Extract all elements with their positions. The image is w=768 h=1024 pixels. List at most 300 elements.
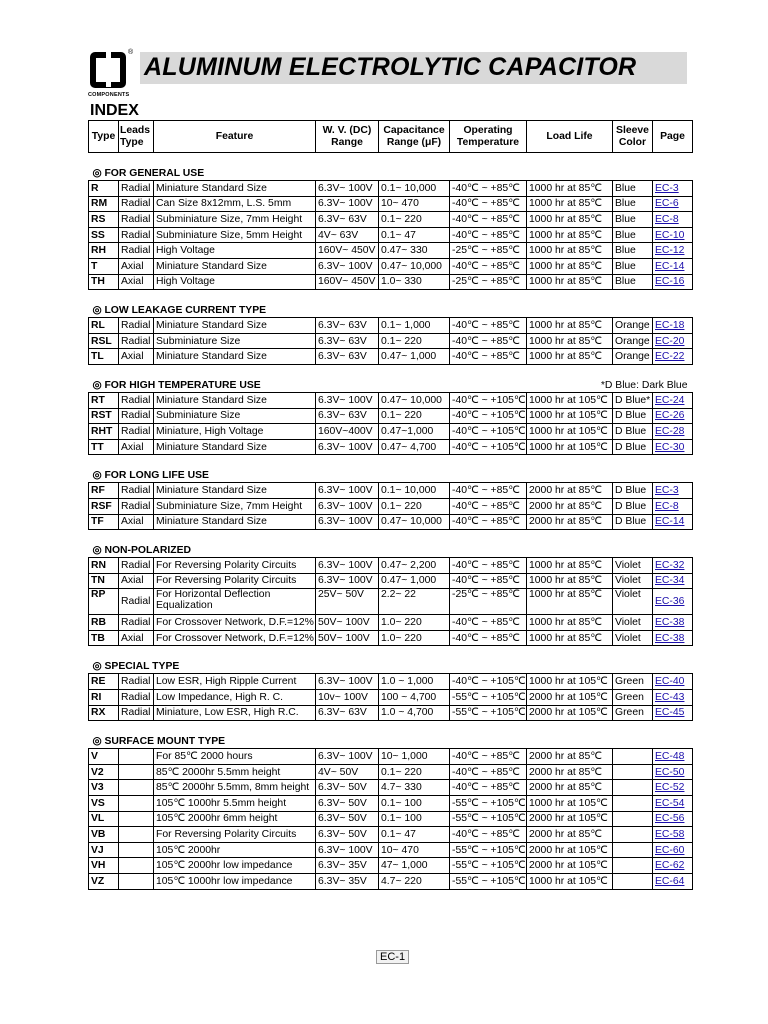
page-link[interactable]: EC-64 <box>655 875 685 887</box>
load-life-cell: 1000 hr at 85℃ <box>527 589 613 615</box>
wv-range-cell: 6.3V~ 35V <box>316 874 379 890</box>
page-link[interactable]: EC-8 <box>655 213 679 225</box>
sleeve-color-cell: D Blue <box>613 439 653 455</box>
page-link[interactable]: EC-60 <box>655 844 685 856</box>
capacitance-range-cell: 0.47~ 4,700 <box>379 439 450 455</box>
operating-temp-cell: -55℃ ~ +105℃ <box>450 705 527 721</box>
operating-temp-cell: -40℃ ~ +85℃ <box>450 318 527 334</box>
load-life-cell: 1000 hr at 85℃ <box>527 243 613 259</box>
type-code-cell: RSF <box>89 498 119 514</box>
page-link-cell <box>653 439 693 455</box>
wv-range-cell: 160V~ 450V <box>316 274 379 290</box>
table-row <box>89 243 693 259</box>
page-header <box>88 50 700 100</box>
sleeve-color-cell: D Blue <box>613 498 653 514</box>
wv-range-cell: 25V~ 50V <box>316 589 379 615</box>
operating-temp-cell: -40℃ ~ +105℃ <box>450 408 527 424</box>
sleeve-color-cell <box>613 827 653 843</box>
table-row <box>89 439 693 455</box>
sleeve-color-cell: Blue <box>613 258 653 274</box>
page-link-cell <box>653 780 693 796</box>
operating-temp-cell: -40℃ ~ +85℃ <box>450 558 527 574</box>
type-code-cell: RST <box>89 408 119 424</box>
table-row <box>89 749 693 765</box>
operating-temp-cell: -40℃ ~ +105℃ <box>450 392 527 408</box>
capacitance-range-cell: 0.1~ 220 <box>379 498 450 514</box>
index-heading: INDEX <box>90 102 139 119</box>
section-title <box>89 544 693 558</box>
wv-range-cell: 160V~ 450V <box>316 243 379 259</box>
capacitance-range-cell: 0.47~ 2,200 <box>379 558 450 574</box>
sleeve-color-cell: Green <box>613 690 653 706</box>
table-row <box>89 498 693 514</box>
wv-range-cell: 6.3V~ 100V <box>316 749 379 765</box>
table-header-row <box>89 121 693 153</box>
operating-temp-cell: -40℃ ~ +85℃ <box>450 333 527 349</box>
sleeve-color-cell: D Blue <box>613 514 653 530</box>
type-code-cell: TL <box>89 349 119 365</box>
load-life-cell: 2000 hr at 85℃ <box>527 764 613 780</box>
col-header-sleeve-color: Sleeve Color <box>613 121 653 153</box>
table-row <box>89 392 693 408</box>
operating-temp-cell: -40℃ ~ +85℃ <box>450 780 527 796</box>
page-link[interactable]: EC-38 <box>655 632 685 644</box>
section-title-text: ◎ SPECIAL TYPE <box>92 661 180 673</box>
capacitance-range-cell: 0.1~ 220 <box>379 333 450 349</box>
operating-temp-cell: -40℃ ~ +105℃ <box>450 424 527 440</box>
leads-type-cell: Radial <box>119 227 154 243</box>
table-row <box>89 333 693 349</box>
type-code-cell: VB <box>89 827 119 843</box>
load-life-cell: 1000 hr at 85℃ <box>527 274 613 290</box>
capacitance-range-cell: 2.2~ 22 <box>379 589 450 615</box>
wv-range-cell: 6.3V~ 100V <box>316 483 379 499</box>
wv-range-cell: 6.3V~ 50V <box>316 811 379 827</box>
leads-type-cell <box>119 827 154 843</box>
capacitance-range-cell: 0.47~ 330 <box>379 243 450 259</box>
feature-cell: Subminiature Size <box>154 408 316 424</box>
page-link-cell <box>653 874 693 890</box>
wv-range-cell: 6.3V~ 63V <box>316 705 379 721</box>
operating-temp-cell: -40℃ ~ +85℃ <box>450 349 527 365</box>
section-title-text: ◎ FOR LONG LIFE USE <box>92 470 209 482</box>
type-code-cell: VL <box>89 811 119 827</box>
type-code-cell: RS <box>89 212 119 228</box>
type-code-cell: VH <box>89 858 119 874</box>
capacitance-range-cell: 10~ 470 <box>379 842 450 858</box>
sleeve-color-cell: Blue <box>613 227 653 243</box>
wv-range-cell: 6.3V~ 100V <box>316 258 379 274</box>
spacer-cell <box>89 364 693 378</box>
page-link[interactable]: EC-43 <box>655 691 685 703</box>
capacitance-range-cell: 100 ~ 4,700 <box>379 690 450 706</box>
type-code-cell: V <box>89 749 119 765</box>
load-life-cell: 1000 hr at 85℃ <box>527 349 613 365</box>
capacitance-range-cell: 0.1~ 220 <box>379 408 450 424</box>
table-row <box>89 615 693 631</box>
feature-cell: For Reversing Polarity Circuits <box>154 827 316 843</box>
section-title-row <box>89 469 693 483</box>
operating-temp-cell: -40℃ ~ +85℃ <box>450 630 527 646</box>
page-link[interactable]: EC-45 <box>655 707 685 719</box>
sleeve-color-cell <box>613 796 653 812</box>
type-code-cell: TN <box>89 573 119 589</box>
page-link[interactable]: EC-40 <box>655 676 685 688</box>
wv-range-cell: 50V~ 100V <box>316 615 379 631</box>
table-row <box>89 573 693 589</box>
leads-type-cell: Radial <box>119 589 154 615</box>
section-title <box>89 660 693 674</box>
page-link-cell <box>653 258 693 274</box>
feature-cell: Miniature Standard Size <box>154 258 316 274</box>
load-life-cell: 1000 hr at 85℃ <box>527 212 613 228</box>
type-code-cell: TH <box>89 274 119 290</box>
sleeve-color-cell: Orange <box>613 318 653 334</box>
capacitance-range-cell: 0.1~ 220 <box>379 764 450 780</box>
sleeve-color-cell <box>613 842 653 858</box>
wv-range-cell: 6.3V~ 100V <box>316 439 379 455</box>
operating-temp-cell: -40℃ ~ +85℃ <box>450 227 527 243</box>
wv-range-cell: 6.3V~ 100V <box>316 181 379 197</box>
page-link[interactable]: EC-36 <box>655 596 685 608</box>
sleeve-color-cell: Violet <box>613 615 653 631</box>
wv-range-cell: 6.3V~ 100V <box>316 674 379 690</box>
section-title-row <box>89 544 693 558</box>
type-code-cell: T <box>89 258 119 274</box>
page-link-cell <box>653 589 693 615</box>
capacitance-range-cell: 0.47~ 1,000 <box>379 573 450 589</box>
page-link[interactable]: EC-14 <box>655 516 685 528</box>
page-link[interactable]: EC-8 <box>655 500 679 512</box>
type-code-cell: RI <box>89 690 119 706</box>
capacitance-range-cell: 0.47~ 10,000 <box>379 392 450 408</box>
load-life-cell: 2000 hr at 105℃ <box>527 690 613 706</box>
page-link[interactable]: EC-10 <box>655 229 685 241</box>
page-link-cell <box>653 196 693 212</box>
col-header-leads-type: Leads Type <box>119 121 154 153</box>
page-link-cell <box>653 674 693 690</box>
type-code-cell: RL <box>89 318 119 334</box>
wv-range-cell: 160V~400V <box>316 424 379 440</box>
leads-type-cell: Radial <box>119 333 154 349</box>
type-code-cell: TB <box>89 630 119 646</box>
leads-type-cell: Axial <box>119 630 154 646</box>
sleeve-color-cell <box>613 874 653 890</box>
section-note: *D Blue: Dark Blue <box>600 379 688 391</box>
page-link-cell <box>653 764 693 780</box>
leads-type-cell: Radial <box>119 212 154 228</box>
table-row <box>89 630 693 646</box>
feature-cell: High Voltage <box>154 243 316 259</box>
page-link-cell <box>653 749 693 765</box>
section-spacer <box>89 290 693 304</box>
page-link[interactable]: EC-34 <box>655 575 685 587</box>
table-row <box>89 408 693 424</box>
wv-range-cell: 6.3V~ 63V <box>316 408 379 424</box>
capacitance-range-cell: 0.1~ 100 <box>379 811 450 827</box>
type-code-cell: RX <box>89 705 119 721</box>
type-code-cell: VS <box>89 796 119 812</box>
table-row <box>89 796 693 812</box>
table-row <box>89 212 693 228</box>
table-row <box>89 874 693 890</box>
spacer-cell <box>89 290 693 304</box>
load-life-cell: 1000 hr at 105℃ <box>527 796 613 812</box>
leads-type-cell: Radial <box>119 392 154 408</box>
page-link-cell <box>653 181 693 197</box>
page-link[interactable]: EC-3 <box>655 485 679 497</box>
capacitance-range-cell: 0.47~1,000 <box>379 424 450 440</box>
load-life-cell: 1000 hr at 105℃ <box>527 439 613 455</box>
wv-range-cell: 4V~ 50V <box>316 764 379 780</box>
type-code-cell: RSL <box>89 333 119 349</box>
operating-temp-cell: -40℃ ~ +85℃ <box>450 483 527 499</box>
page-link[interactable]: EC-12 <box>655 245 685 257</box>
page-link-cell <box>653 858 693 874</box>
page-link-cell <box>653 318 693 334</box>
table-row <box>89 780 693 796</box>
sleeve-color-cell: Blue <box>613 212 653 228</box>
page-link[interactable]: EC-20 <box>655 335 685 347</box>
capacitance-range-cell: 10~ 1,000 <box>379 749 450 765</box>
table-row <box>89 483 693 499</box>
page-link-cell <box>653 349 693 365</box>
wv-range-cell: 50V~ 100V <box>316 630 379 646</box>
capacitance-range-cell: 4.7~ 330 <box>379 780 450 796</box>
load-life-cell: 1000 hr at 85℃ <box>527 558 613 574</box>
operating-temp-cell: -55℃ ~ +105℃ <box>450 842 527 858</box>
capacitance-range-cell: 4.7~ 220 <box>379 874 450 890</box>
page-link[interactable]: EC-28 <box>655 425 685 437</box>
page-link[interactable]: EC-22 <box>655 351 685 363</box>
page-link[interactable]: EC-18 <box>655 319 685 331</box>
section-title-text: ◎ FOR HIGH TEMPERATURE USE <box>92 379 261 391</box>
type-code-cell: RP <box>89 589 119 615</box>
feature-cell: Subminiature Size, 5mm Height <box>154 227 316 243</box>
capacitance-range-cell: 1.0 ~ 4,700 <box>379 705 450 721</box>
sleeve-color-cell: Green <box>613 705 653 721</box>
col-header-wv: W. V. (DC) Range <box>316 121 379 153</box>
load-life-cell: 1000 hr at 85℃ <box>527 227 613 243</box>
feature-cell: Miniature Standard Size <box>154 349 316 365</box>
wv-range-cell: 6.3V~ 100V <box>316 498 379 514</box>
load-life-cell: 2000 hr at 85℃ <box>527 498 613 514</box>
table-row <box>89 690 693 706</box>
page-link[interactable]: EC-48 <box>655 751 685 763</box>
sleeve-color-cell: Violet <box>613 573 653 589</box>
page-link-cell <box>653 408 693 424</box>
table-row <box>89 811 693 827</box>
wv-range-cell: 6.3V~ 100V <box>316 392 379 408</box>
spacer-cell <box>89 646 693 660</box>
capacitance-range-cell: 1.0 ~ 1,000 <box>379 674 450 690</box>
feature-cell: High Voltage <box>154 274 316 290</box>
leads-type-cell: Radial <box>119 558 154 574</box>
page-link[interactable]: EC-24 <box>655 394 685 406</box>
page-link-cell <box>653 424 693 440</box>
load-life-cell: 2000 hr at 85℃ <box>527 483 613 499</box>
operating-temp-cell: -25℃ ~ +85℃ <box>450 589 527 615</box>
wv-range-cell: 4V~ 63V <box>316 227 379 243</box>
capacitance-range-cell: 0.1~ 10,000 <box>379 483 450 499</box>
page-number: EC-1 <box>376 950 409 964</box>
feature-cell: For Horizontal Deflection Equalization <box>154 589 316 615</box>
feature-cell: Miniature Standard Size <box>154 181 316 197</box>
operating-temp-cell: -40℃ ~ +85℃ <box>450 764 527 780</box>
operating-temp-cell: -40℃ ~ +85℃ <box>450 749 527 765</box>
page-link-cell <box>653 243 693 259</box>
logo-caption: COMPONENTS <box>88 92 130 98</box>
col-header-operating-temp: Operating Temperature <box>450 121 527 153</box>
page-link[interactable]: EC-54 <box>655 797 685 809</box>
operating-temp-cell: -40℃ ~ +105℃ <box>450 439 527 455</box>
section-title-row <box>89 735 693 749</box>
operating-temp-cell: -55℃ ~ +105℃ <box>450 690 527 706</box>
load-life-cell: 1000 hr at 105℃ <box>527 392 613 408</box>
sleeve-color-cell <box>613 811 653 827</box>
section-title <box>89 378 693 392</box>
page-link-cell <box>653 274 693 290</box>
page-link[interactable]: EC-58 <box>655 829 685 841</box>
page-link-cell <box>653 227 693 243</box>
leads-type-cell: Radial <box>119 483 154 499</box>
page-link[interactable]: EC-56 <box>655 813 685 825</box>
sleeve-color-cell <box>613 780 653 796</box>
section-spacer <box>89 530 693 544</box>
table-row <box>89 258 693 274</box>
page-link[interactable]: EC-50 <box>655 766 685 778</box>
page-link[interactable]: EC-16 <box>655 276 685 288</box>
sleeve-color-cell: Green <box>613 674 653 690</box>
load-life-cell: 1000 hr at 105℃ <box>527 674 613 690</box>
section-title <box>89 304 693 318</box>
page-link[interactable]: EC-6 <box>655 198 679 210</box>
operating-temp-cell: -55℃ ~ +105℃ <box>450 796 527 812</box>
page-link-cell <box>653 842 693 858</box>
feature-cell: 105℃ 2000hr 6mm height <box>154 811 316 827</box>
load-life-cell: 1000 hr at 85℃ <box>527 630 613 646</box>
wv-range-cell: 6.3V~ 63V <box>316 349 379 365</box>
wv-range-cell: 6.3V~ 63V <box>316 333 379 349</box>
page-link-cell <box>653 827 693 843</box>
section-title-text: ◎ NON-POLARIZED <box>92 545 192 557</box>
operating-temp-cell: -40℃ ~ +85℃ <box>450 196 527 212</box>
table-row <box>89 424 693 440</box>
page-link[interactable]: EC-52 <box>655 782 685 794</box>
type-code-cell: RT <box>89 392 119 408</box>
section-title-row <box>89 660 693 674</box>
operating-temp-cell: -40℃ ~ +85℃ <box>450 827 527 843</box>
feature-cell: Miniature, High Voltage <box>154 424 316 440</box>
load-life-cell: 1000 hr at 85℃ <box>527 258 613 274</box>
page-link-cell <box>653 498 693 514</box>
table-row <box>89 318 693 334</box>
sleeve-color-cell: Orange <box>613 349 653 365</box>
page-link[interactable]: EC-26 <box>655 410 685 422</box>
type-code-cell: R <box>89 181 119 197</box>
table-row <box>89 349 693 365</box>
load-life-cell: 1000 hr at 85℃ <box>527 573 613 589</box>
operating-temp-cell: -40℃ ~ +85℃ <box>450 514 527 530</box>
type-code-cell: RHT <box>89 424 119 440</box>
feature-cell: 105℃ 2000hr low impedance <box>154 858 316 874</box>
wv-range-cell: 6.3V~ 100V <box>316 196 379 212</box>
feature-cell: 105℃ 1000hr low impedance <box>154 874 316 890</box>
page-link[interactable]: EC-38 <box>655 617 685 629</box>
sleeve-color-cell <box>613 749 653 765</box>
sleeve-color-cell: D Blue <box>613 424 653 440</box>
type-code-cell: VZ <box>89 874 119 890</box>
page-link-cell <box>653 705 693 721</box>
section-title <box>89 469 693 483</box>
page-link[interactable]: EC-14 <box>655 260 685 272</box>
load-life-cell: 2000 hr at 105℃ <box>527 705 613 721</box>
feature-cell: Low ESR, High Ripple Current <box>154 674 316 690</box>
load-life-cell: 2000 hr at 85℃ <box>527 514 613 530</box>
feature-cell: For Crossover Network, D.F.=12% <box>154 630 316 646</box>
leads-type-cell: Radial <box>119 705 154 721</box>
type-code-cell: V2 <box>89 764 119 780</box>
page-link[interactable]: EC-3 <box>655 182 679 194</box>
type-code-cell: RF <box>89 483 119 499</box>
spacer-cell <box>89 153 693 167</box>
wv-range-cell: 6.3V~ 63V <box>316 318 379 334</box>
capacitor-index-table <box>88 120 693 890</box>
section-spacer <box>89 721 693 735</box>
load-life-cell: 2000 hr at 105℃ <box>527 811 613 827</box>
leads-type-cell: Radial <box>119 690 154 706</box>
leads-type-cell: Radial <box>119 408 154 424</box>
feature-cell: Miniature Standard Size <box>154 483 316 499</box>
table-row <box>89 858 693 874</box>
operating-temp-cell: -40℃ ~ +85℃ <box>450 573 527 589</box>
registered-mark: ® <box>128 49 134 56</box>
page-link[interactable]: EC-30 <box>655 441 685 453</box>
page-link[interactable]: EC-62 <box>655 860 685 872</box>
col-header-feature: Feature <box>154 121 316 153</box>
type-code-cell: RM <box>89 196 119 212</box>
operating-temp-cell: -40℃ ~ +85℃ <box>450 258 527 274</box>
load-life-cell: 1000 hr at 105℃ <box>527 408 613 424</box>
feature-cell: Miniature Standard Size <box>154 514 316 530</box>
wv-range-cell: 6.3V~ 100V <box>316 514 379 530</box>
page-link-cell <box>653 615 693 631</box>
sleeve-color-cell: Violet <box>613 630 653 646</box>
feature-cell: 85℃ 2000hr 5.5mm height <box>154 764 316 780</box>
section-title-row <box>89 304 693 318</box>
sleeve-color-cell: Blue <box>613 181 653 197</box>
load-life-cell: 1000 hr at 105℃ <box>527 874 613 890</box>
section-title-text: ◎ SURFACE MOUNT TYPE <box>92 736 226 748</box>
section-title-text: ◎ FOR GENERAL USE <box>92 168 205 179</box>
table-row <box>89 196 693 212</box>
table-row <box>89 274 693 290</box>
col-header-page: Page <box>653 121 693 153</box>
table-row <box>89 558 693 574</box>
capacitance-range-cell: 0.47~ 10,000 <box>379 258 450 274</box>
page-link-cell <box>653 514 693 530</box>
section-spacer <box>89 646 693 660</box>
page-link-cell <box>653 333 693 349</box>
col-header-capacitance: Capacitance Range (μF) <box>379 121 450 153</box>
load-life-cell: 2000 hr at 85℃ <box>527 780 613 796</box>
type-code-cell: RE <box>89 674 119 690</box>
table-row <box>89 705 693 721</box>
page-link[interactable]: EC-32 <box>655 559 685 571</box>
section-title-row <box>89 167 693 181</box>
sleeve-color-cell: Violet <box>613 558 653 574</box>
leads-type-cell: Axial <box>119 514 154 530</box>
